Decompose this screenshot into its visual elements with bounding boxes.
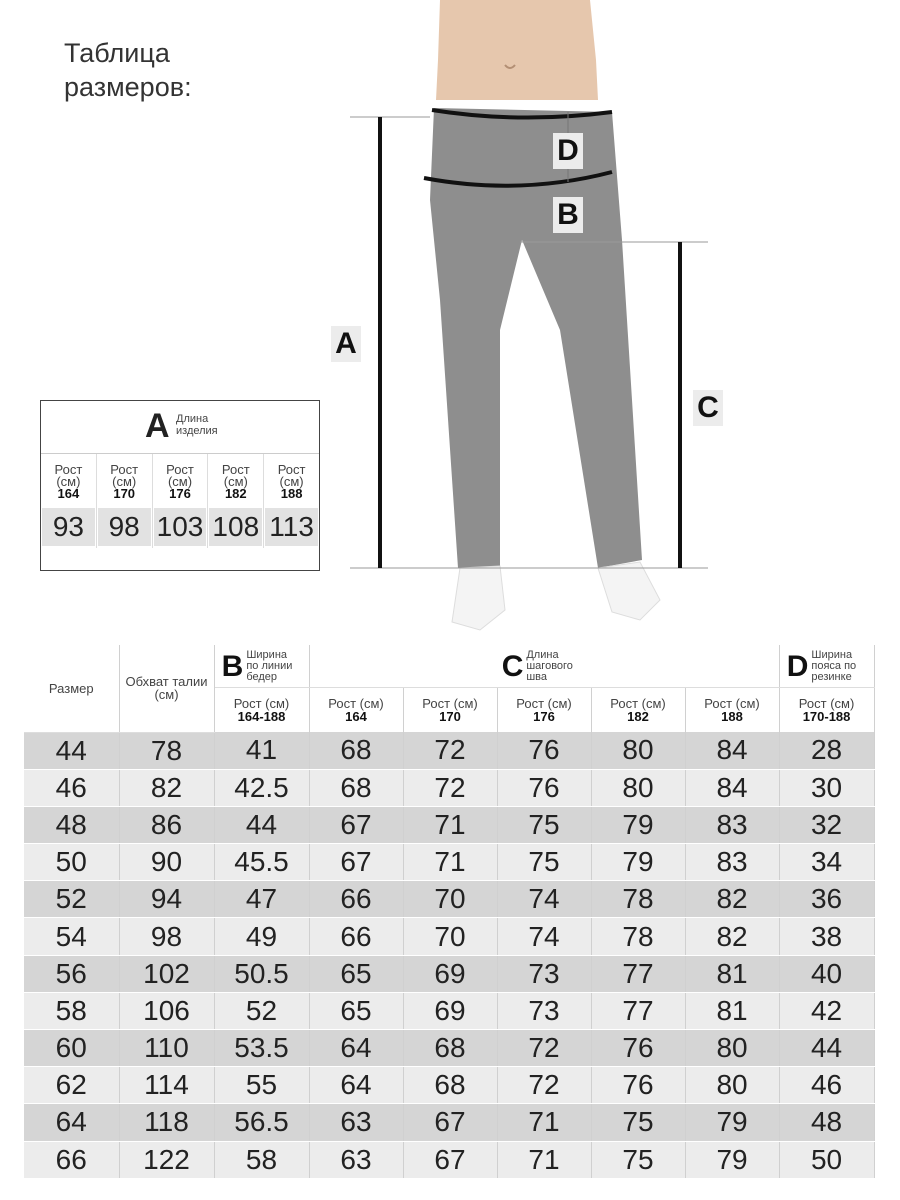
table-cell: 76 [591, 1067, 685, 1104]
table-cell: 62 [24, 1067, 119, 1104]
table-cell: 53.5 [214, 1030, 309, 1067]
table-cell: 80 [685, 1030, 779, 1067]
col-b-header [214, 645, 309, 688]
table-cell: 46 [24, 769, 119, 806]
table-cell: 82 [685, 918, 779, 955]
table-row [24, 992, 874, 1029]
table-cell: 68 [403, 1030, 497, 1067]
table-cell: 75 [591, 1104, 685, 1141]
label-a: A [331, 326, 361, 362]
table-cell: 64 [309, 1030, 403, 1067]
table-cell: 48 [24, 806, 119, 843]
table-cell: 45.5 [214, 844, 309, 881]
table-cell: 79 [591, 806, 685, 843]
height-cell: Рост (см) 182 [208, 454, 264, 506]
table-cell: 98 [119, 918, 214, 955]
table-cell: 32 [779, 806, 874, 843]
length-height-row [41, 454, 319, 506]
table-row [24, 955, 874, 992]
table-row [24, 732, 874, 769]
length-value: 113 [265, 508, 318, 546]
table-cell: 73 [497, 955, 591, 992]
length-value: 98 [98, 508, 151, 546]
table-cell: 36 [779, 881, 874, 918]
b-letter: B [221, 649, 244, 683]
table-cell: 71 [403, 806, 497, 843]
table-cell: 66 [309, 918, 403, 955]
table-cell: 34 [779, 844, 874, 881]
c-letter: C [501, 649, 524, 683]
c-height-header: Рост (см) 164 [309, 688, 403, 733]
table-cell: 102 [119, 955, 214, 992]
table-row [24, 1030, 874, 1067]
table-cell: 74 [497, 918, 591, 955]
table-row [24, 769, 874, 806]
table-cell: 58 [24, 992, 119, 1029]
length-value: 103 [154, 508, 207, 546]
table-cell: 50 [24, 844, 119, 881]
table-cell: 76 [497, 732, 591, 769]
table-cell: 71 [497, 1141, 591, 1178]
table-cell: 77 [591, 955, 685, 992]
table-cell: 86 [119, 806, 214, 843]
table-cell: 78 [119, 732, 214, 769]
table-cell: 71 [403, 844, 497, 881]
c-height-header: Рост (см) 182 [591, 688, 685, 733]
table-cell: 47 [214, 881, 309, 918]
table-cell: 83 [685, 806, 779, 843]
table-cell: 82 [119, 769, 214, 806]
page-title: Таблица размеров: [64, 38, 192, 102]
right-foot [598, 562, 660, 620]
d-letter: D [786, 649, 809, 683]
length-value-row [41, 506, 319, 548]
left-foot [452, 566, 505, 630]
table-cell: 81 [685, 955, 779, 992]
table-row [24, 1067, 874, 1104]
table-cell: 69 [403, 992, 497, 1029]
col-waist-header: Обхват талии (см) [119, 645, 214, 732]
c-height-header: Рост (см) 170 [403, 688, 497, 733]
table-cell: 84 [685, 732, 779, 769]
table-cell: 46 [779, 1067, 874, 1104]
table-cell: 78 [591, 881, 685, 918]
size-table [24, 645, 875, 1179]
d-height-header: Рост (см) 170-188 [779, 688, 874, 733]
table-cell: 114 [119, 1067, 214, 1104]
table-cell: 79 [685, 1141, 779, 1178]
size-table-body [24, 732, 874, 1178]
table-cell: 71 [497, 1104, 591, 1141]
table-cell: 106 [119, 992, 214, 1029]
col-c-header [309, 645, 779, 688]
table-cell: 118 [119, 1104, 214, 1141]
c-height-header: Рост (см) 176 [497, 688, 591, 733]
table-cell: 49 [214, 918, 309, 955]
table-cell: 70 [403, 881, 497, 918]
label-c: C [693, 390, 723, 426]
table-cell: 67 [309, 844, 403, 881]
table-row [24, 1141, 874, 1178]
b-height-header: Рост (см) 164-188 [214, 688, 309, 733]
table-cell: 82 [685, 881, 779, 918]
table-cell: 77 [591, 992, 685, 1029]
table-cell: 38 [779, 918, 874, 955]
table-cell: 55 [214, 1067, 309, 1104]
table-cell: 80 [685, 1067, 779, 1104]
table-cell: 54 [24, 918, 119, 955]
label-b: B [553, 197, 583, 233]
table-cell: 67 [309, 806, 403, 843]
table-cell: 80 [591, 769, 685, 806]
b-caption: Ширина по линии бедер [246, 648, 293, 683]
table-cell: 75 [591, 1141, 685, 1178]
table-cell: 52 [214, 992, 309, 1029]
table-cell: 64 [309, 1067, 403, 1104]
table-cell: 44 [779, 1030, 874, 1067]
col-d-header [779, 645, 874, 688]
table-cell: 40 [779, 955, 874, 992]
length-value: 108 [209, 508, 262, 546]
table-cell: 67 [403, 1141, 497, 1178]
table-cell: 65 [309, 992, 403, 1029]
table-cell: 76 [497, 769, 591, 806]
height-cell: Рост (см) 170 [97, 454, 153, 506]
table-cell: 65 [309, 955, 403, 992]
table-cell: 63 [309, 1141, 403, 1178]
table-cell: 60 [24, 1030, 119, 1067]
table-cell: 50.5 [214, 955, 309, 992]
table-cell: 64 [24, 1104, 119, 1141]
table-cell: 28 [779, 732, 874, 769]
length-table [40, 400, 320, 571]
table-cell: 75 [497, 806, 591, 843]
table-cell: 66 [24, 1141, 119, 1178]
table-cell: 72 [497, 1030, 591, 1067]
table-cell: 83 [685, 844, 779, 881]
height-cell: Рост (см) 164 [41, 454, 97, 506]
table-cell: 48 [779, 1104, 874, 1141]
table-cell: 30 [779, 769, 874, 806]
table-cell: 70 [403, 918, 497, 955]
table-cell: 68 [309, 732, 403, 769]
table-row [24, 806, 874, 843]
table-cell: 74 [497, 881, 591, 918]
table-cell: 63 [309, 1104, 403, 1141]
table-row [24, 844, 874, 881]
table-cell: 73 [497, 992, 591, 1029]
table-cell: 84 [685, 769, 779, 806]
table-cell: 52 [24, 881, 119, 918]
table-cell: 56.5 [214, 1104, 309, 1141]
c-caption: Длина шагового шва [526, 648, 573, 683]
table-cell: 67 [403, 1104, 497, 1141]
table-cell: 72 [403, 769, 497, 806]
c-height-header: Рост (см) 188 [685, 688, 779, 733]
length-letter: A [145, 407, 170, 445]
table-cell: 110 [119, 1030, 214, 1067]
table-row [24, 918, 874, 955]
table-cell: 72 [403, 732, 497, 769]
length-table-header [41, 401, 319, 454]
label-d: D [553, 133, 583, 169]
length-value: 93 [42, 508, 95, 546]
table-row [24, 1104, 874, 1141]
table-cell: 44 [214, 806, 309, 843]
table-cell: 42 [779, 992, 874, 1029]
length-caption: Длина изделия [176, 413, 218, 437]
table-row [24, 881, 874, 918]
table-cell: 80 [591, 732, 685, 769]
table-cell: 66 [309, 881, 403, 918]
table-cell: 76 [591, 1030, 685, 1067]
table-cell: 42.5 [214, 769, 309, 806]
table-cell: 68 [403, 1067, 497, 1104]
table-cell: 79 [685, 1104, 779, 1141]
table-cell: 122 [119, 1141, 214, 1178]
height-cell: Рост (см) 176 [153, 454, 209, 506]
table-cell: 58 [214, 1141, 309, 1178]
col-size-header: Размер [24, 645, 119, 732]
height-cell: Рост (см) 188 [277, 462, 306, 501]
table-cell: 41 [214, 732, 309, 769]
table-cell: 68 [309, 769, 403, 806]
torso [436, 0, 598, 100]
table-cell: 90 [119, 844, 214, 881]
table-cell: 79 [591, 844, 685, 881]
table-cell: 56 [24, 955, 119, 992]
table-cell: 94 [119, 881, 214, 918]
table-cell: 44 [24, 732, 119, 769]
table-cell: 72 [497, 1067, 591, 1104]
table-cell: 75 [497, 844, 591, 881]
table-cell: 69 [403, 955, 497, 992]
table-cell: 50 [779, 1141, 874, 1178]
pants [430, 108, 642, 568]
table-cell: 81 [685, 992, 779, 1029]
table-cell: 78 [591, 918, 685, 955]
d-caption: Ширина пояса по резинке [811, 648, 857, 683]
